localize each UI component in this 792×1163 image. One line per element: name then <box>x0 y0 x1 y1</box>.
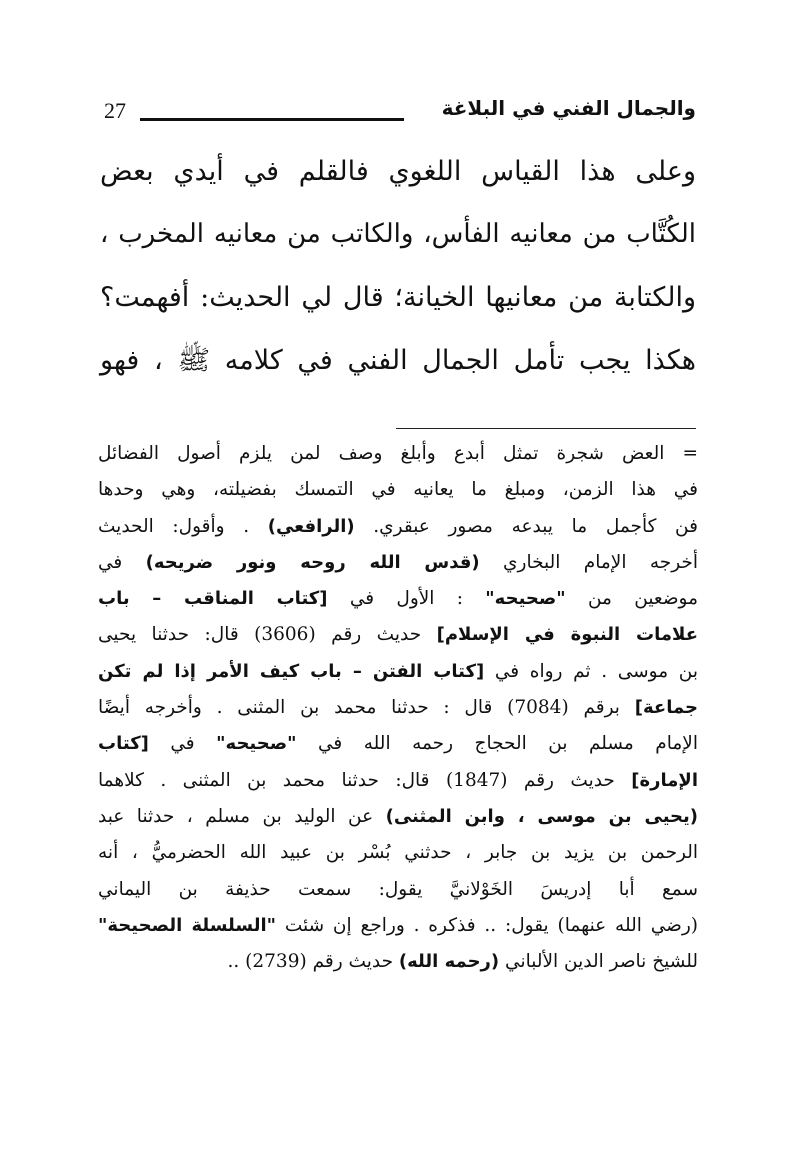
main-text <box>100 140 696 392</box>
footnote-line: فن كأجمل ما يبدعه مصور عبقري. (الرافعي) . وأقول: الحديث <box>98 515 698 537</box>
footnote-line: أخرجه الإمام البخاري (قدس الله روحه ونور ضريحه) في <box>98 551 698 573</box>
footnote-line: جماعة] برقم (7084) قال : حدثنا محمد بن المثنى . وأخرجه أيضًا <box>98 697 698 719</box>
footnote-line: للشيخ ناصر الدين الألباني (رحمه الله) حديث رقم (2739) .. <box>227 951 698 973</box>
footnote-line: بن موسى . ثم رواه في [كتاب الفتن – باب كيف الأمر إذا لم تكن <box>98 660 698 682</box>
footnote <box>98 436 698 980</box>
main-line: وعلى هذا القياس اللغوي فالقلم في أيدي بعض <box>100 156 696 187</box>
footnote-line: = العض شجرة تمثل أبدع وأبلغ وصف لمن يلزم أصول الفضائل <box>98 443 698 464</box>
header-rule <box>140 118 404 121</box>
footnote-line: (يحيى بن موسى ، وابن المثنى) عن الوليد بن مسلم ، حدثنا عبد <box>98 805 698 827</box>
footnote-separator <box>396 428 696 429</box>
main-line: الكُتَّاب من معانيه الفأس، والكاتب من معانيه المخرب ، <box>100 219 696 249</box>
footnote-line: في هذا الزمن، ومبلغ ما يعانيه في التمسك بفضيلته، وهي وحدها <box>98 479 698 501</box>
footnote-line: سمع أبا إدريسَ الخَوْلانيَّ يقول: سمعت حذيفة بن اليماني <box>98 878 698 900</box>
main-line: هكذا يجب تأمل الجمال الفني في كلامه ﷺ ، فهو <box>100 345 696 376</box>
footnote-line: الرحمن بن يزيد بن جابر ، حدثني بُسْر بن عبيد الله الحضرميُّ ، أنه <box>98 842 698 864</box>
main-line: والكتابة من معانيها الخيانة؛ قال لي الحديث: أفهمت؟ <box>100 282 696 313</box>
running-header <box>104 96 696 130</box>
footnote-line: (رضي الله عنهما) يقول: .. فذكره . وراجع إن شئت "السلسلة الصحيحة" <box>98 914 698 936</box>
footnote-line: علامات النبوة في الإسلام] حديث رقم (3606) قال: حدثنا يحيى <box>98 624 698 646</box>
footnote-line: الإمام مسلم بن الحجاج رحمه الله في "صحيحه" في [كتاب <box>98 733 698 755</box>
footnote-line: موضعين من "صحيحه" : الأول في [كتاب المناقب – باب <box>98 588 698 610</box>
running-title: والجمال الفني في البلاغة <box>441 96 696 120</box>
footnote-line: الإمارة] حديث رقم (1847) قال: حدثنا محمد بن المثنى . كلاهما <box>98 769 698 791</box>
page-number: 27 <box>104 98 126 123</box>
